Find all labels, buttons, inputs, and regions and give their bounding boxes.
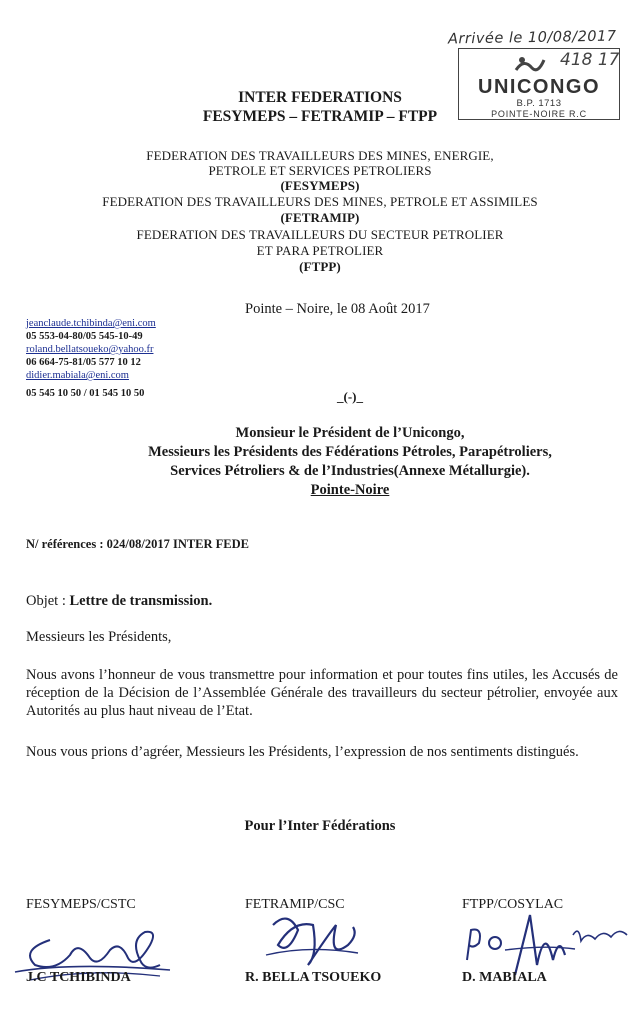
contact-phone-tchibinda: 05 553-04-80/05 545-10-49 [26, 331, 143, 342]
fed-fetramip-abbr: (FETRAMIP) [280, 210, 360, 225]
contact-email-mabiala[interactable]: didier.mabiala@eni.com [26, 370, 129, 381]
signature-heading: Pour l’Inter Fédérations [244, 818, 396, 834]
fed-ftpp-abbr: (FTPP) [299, 259, 341, 274]
recipient-city: Pointe-Noire [310, 482, 390, 498]
reference: N/ références : 024/08/2017 INTER FEDE [26, 537, 250, 551]
subject-label: Objet : [26, 593, 66, 609]
fed-fesymeps-abbr: (FESYMEPS) [280, 178, 360, 193]
subject-value: Lettre de transmission. [69, 593, 213, 609]
contact-phone-bella: 06 664-75-81/05 577 10 12 [26, 357, 141, 368]
fed-ftpp-line2: ET PARA PETROLIER [256, 243, 384, 258]
salutation: Messieurs les Présidents, [26, 629, 172, 645]
header-title-1: INTER FEDERATIONS [238, 89, 402, 106]
contact-phone-mabiala: 05 545 10 50 / 01 545 10 50 [26, 388, 145, 399]
signatory-org-ftpp: FTPP/COSYLAC [462, 897, 564, 912]
body-paragraph-1: Nous avons l’honneur de vous transmettre pour information et pour toutes fins utiles, les Accusés de réception de la Décision de l’Assemblée Générale des travailleurs du secteur pétrolier, envoyée aux Autorités au plus haut niveau de l’Etat. [26, 667, 618, 719]
stamp-city: POINTE-NOIRE R.C [491, 109, 587, 119]
contact-email-tchibinda[interactable]: jeanclaude.tchibinda@eni.com [26, 318, 156, 329]
contact-email-bella[interactable]: roland.bellatsoueko@yahoo.fr [26, 344, 154, 355]
fed-fetramip-line1: FEDERATION DES TRAVAILLEURS DES MINES, PETROLE ET ASSIMILES [102, 194, 538, 209]
fed-fesymeps-line2: PETROLE ET SERVICES PETROLIERS [208, 163, 432, 178]
stamp-arrival-note: Arrivée le 10/08/2017 [447, 28, 617, 48]
stamp-number: 418 17 [560, 50, 620, 70]
recipient-line-2: Messieurs les Présidents des Fédérations Pétroles, Parapétroliers, [148, 444, 552, 460]
signatory-org-fesymeps: FESYMEPS/CSTC [26, 897, 136, 912]
signatory-name-bella: R. BELLA TSOUEKO [245, 970, 382, 985]
signature-bella-icon [258, 905, 368, 980]
signatory-org-fetramip: FETRAMIP/CSC [245, 897, 345, 912]
signatory-name-tchibinda: J.C TCHIBINDA [26, 970, 131, 985]
stamp-bp: B.P. 1713 [516, 98, 562, 109]
subject [26, 593, 212, 610]
place-date: Pointe – Noire, le 08 Août 2017 [245, 301, 430, 317]
header-title-2: FESYMEPS – FETRAMIP – FTPP [202, 108, 438, 125]
recipient-line-1: Monsieur le Président de l’Unicongo, [235, 425, 465, 441]
unicongo-logo-icon [510, 52, 550, 76]
signatory-name-mabiala: D. MABIALA [462, 970, 547, 985]
recipient-line-3: Services Pétroliers & de l’Industries(Annexe Métallurgie). [170, 463, 530, 479]
separator: _(-)_ [337, 389, 363, 404]
stamp-org: UNICONGO [478, 76, 600, 98]
body-paragraph-2: Nous vous prions d’agréer, Messieurs les Présidents, l’expression de nos sentiments distingués. [26, 744, 579, 760]
fed-fesymeps-line1: FEDERATION DES TRAVAILLEURS DES MINES, ENERGIE, [146, 148, 494, 163]
fed-ftpp-line1: FEDERATION DES TRAVAILLEURS DU SECTEUR PETROLIER [136, 227, 504, 242]
